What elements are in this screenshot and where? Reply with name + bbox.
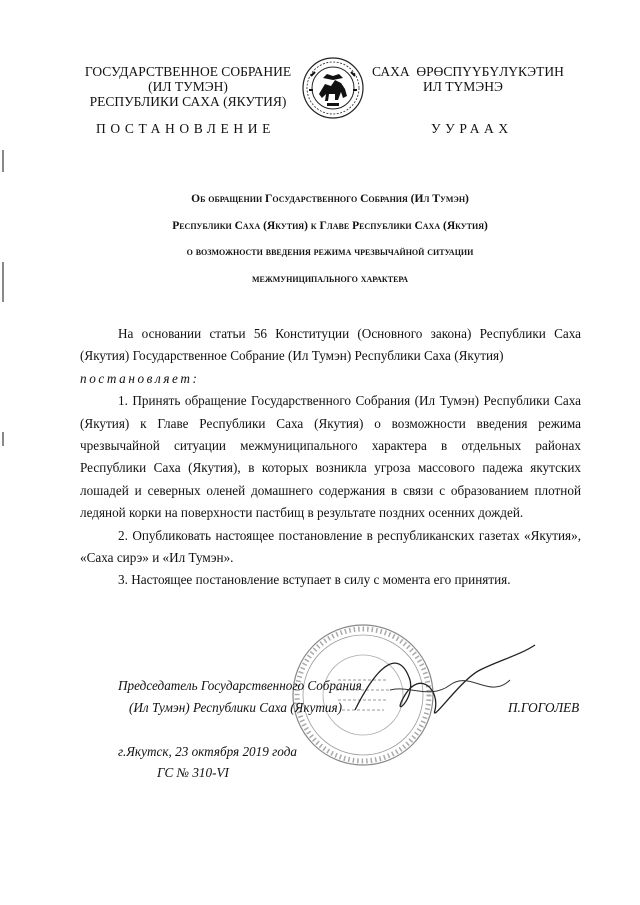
- scan-margin-mark: [2, 432, 4, 446]
- clause-1: 1. Принять обращение Государственного Собрания (Ил Тумэн) Республики Саха (Якутия) к Главе Республики Саха (Якутия) о возможности введения режима чрезвычайной ситуации межмуниципального характера в отдельных районах Республики Саха (Якутия), в которых возникла угроза массового падежа якутских лошадей и северных оленей домашнего содержания в связи с образованием плотной ледяной корки на поверхности пастбищ в результате поздних осенних дождей.: [80, 393, 581, 521]
- handwritten-signature: [350, 640, 540, 730]
- issuer-line: РЕСПУБЛИКИ САХА (ЯКУТИЯ): [89, 94, 287, 109]
- title-line: Республики Саха (Якутия) к Главе Республики Саха (Якутия): [172, 219, 488, 232]
- signatory-position-line1: Председатель Государственного Собрания: [118, 678, 362, 693]
- title-line: Об обращении Государственного Собрания (Ил Тумэн): [191, 193, 469, 205]
- issuer-line: (ИЛ ТУМЭН): [148, 79, 228, 94]
- doc-kind-russian: ПОСТАНОВЛЕНИЕ: [96, 121, 275, 136]
- title-line: межмуниципального характера: [251, 272, 409, 285]
- document-body: [80, 323, 581, 592]
- issuer-name-yakut: [372, 64, 602, 94]
- intro-paragraph: На основании статьи 56 Конституции (Основного закона) Республики Саха (Якутия) Государственное Собрание (Ил Тумэн) Республики Саха (Якутия): [80, 326, 581, 364]
- clause-3: 3. Настоящее постановление вступает в силу с момента его принятия.: [118, 572, 511, 588]
- signatory-position-line2: (Ил Тумэн) Республики Саха (Якутия): [129, 700, 343, 715]
- issuer-name-russian: [68, 64, 308, 109]
- clause-2: 2. Опубликовать настоящее постановление в республиканских газетах «Якутия», «Саха сирэ» и «Ил Тумэн».: [80, 527, 581, 566]
- signatory-name: П.ГОГОЛЕВ: [508, 700, 580, 715]
- scan-margin-mark: [2, 262, 4, 302]
- title-line: о возможности введения режима чрезвычайной ситуации: [186, 246, 474, 258]
- scan-margin-mark: [2, 150, 4, 172]
- issuer-line: САХА ӨРӨСПҮҮБҮЛҮКЭТИН: [372, 64, 564, 79]
- document-title: [80, 186, 580, 292]
- doc-kind-yakut: УУРААХ: [431, 121, 513, 136]
- place-and-date: г.Якутск, 23 октября 2019 года: [118, 744, 297, 759]
- document-number: ГС № 310-VI: [157, 765, 229, 780]
- coat-of-arms-emblem: [301, 56, 365, 120]
- resolves-keyword: постановляет:: [80, 370, 200, 386]
- issuer-line: ГОСУДАРСТВЕННОЕ СОБРАНИЕ: [84, 64, 292, 79]
- issuer-line: ИЛ ТҮМЭНЭ: [423, 79, 503, 94]
